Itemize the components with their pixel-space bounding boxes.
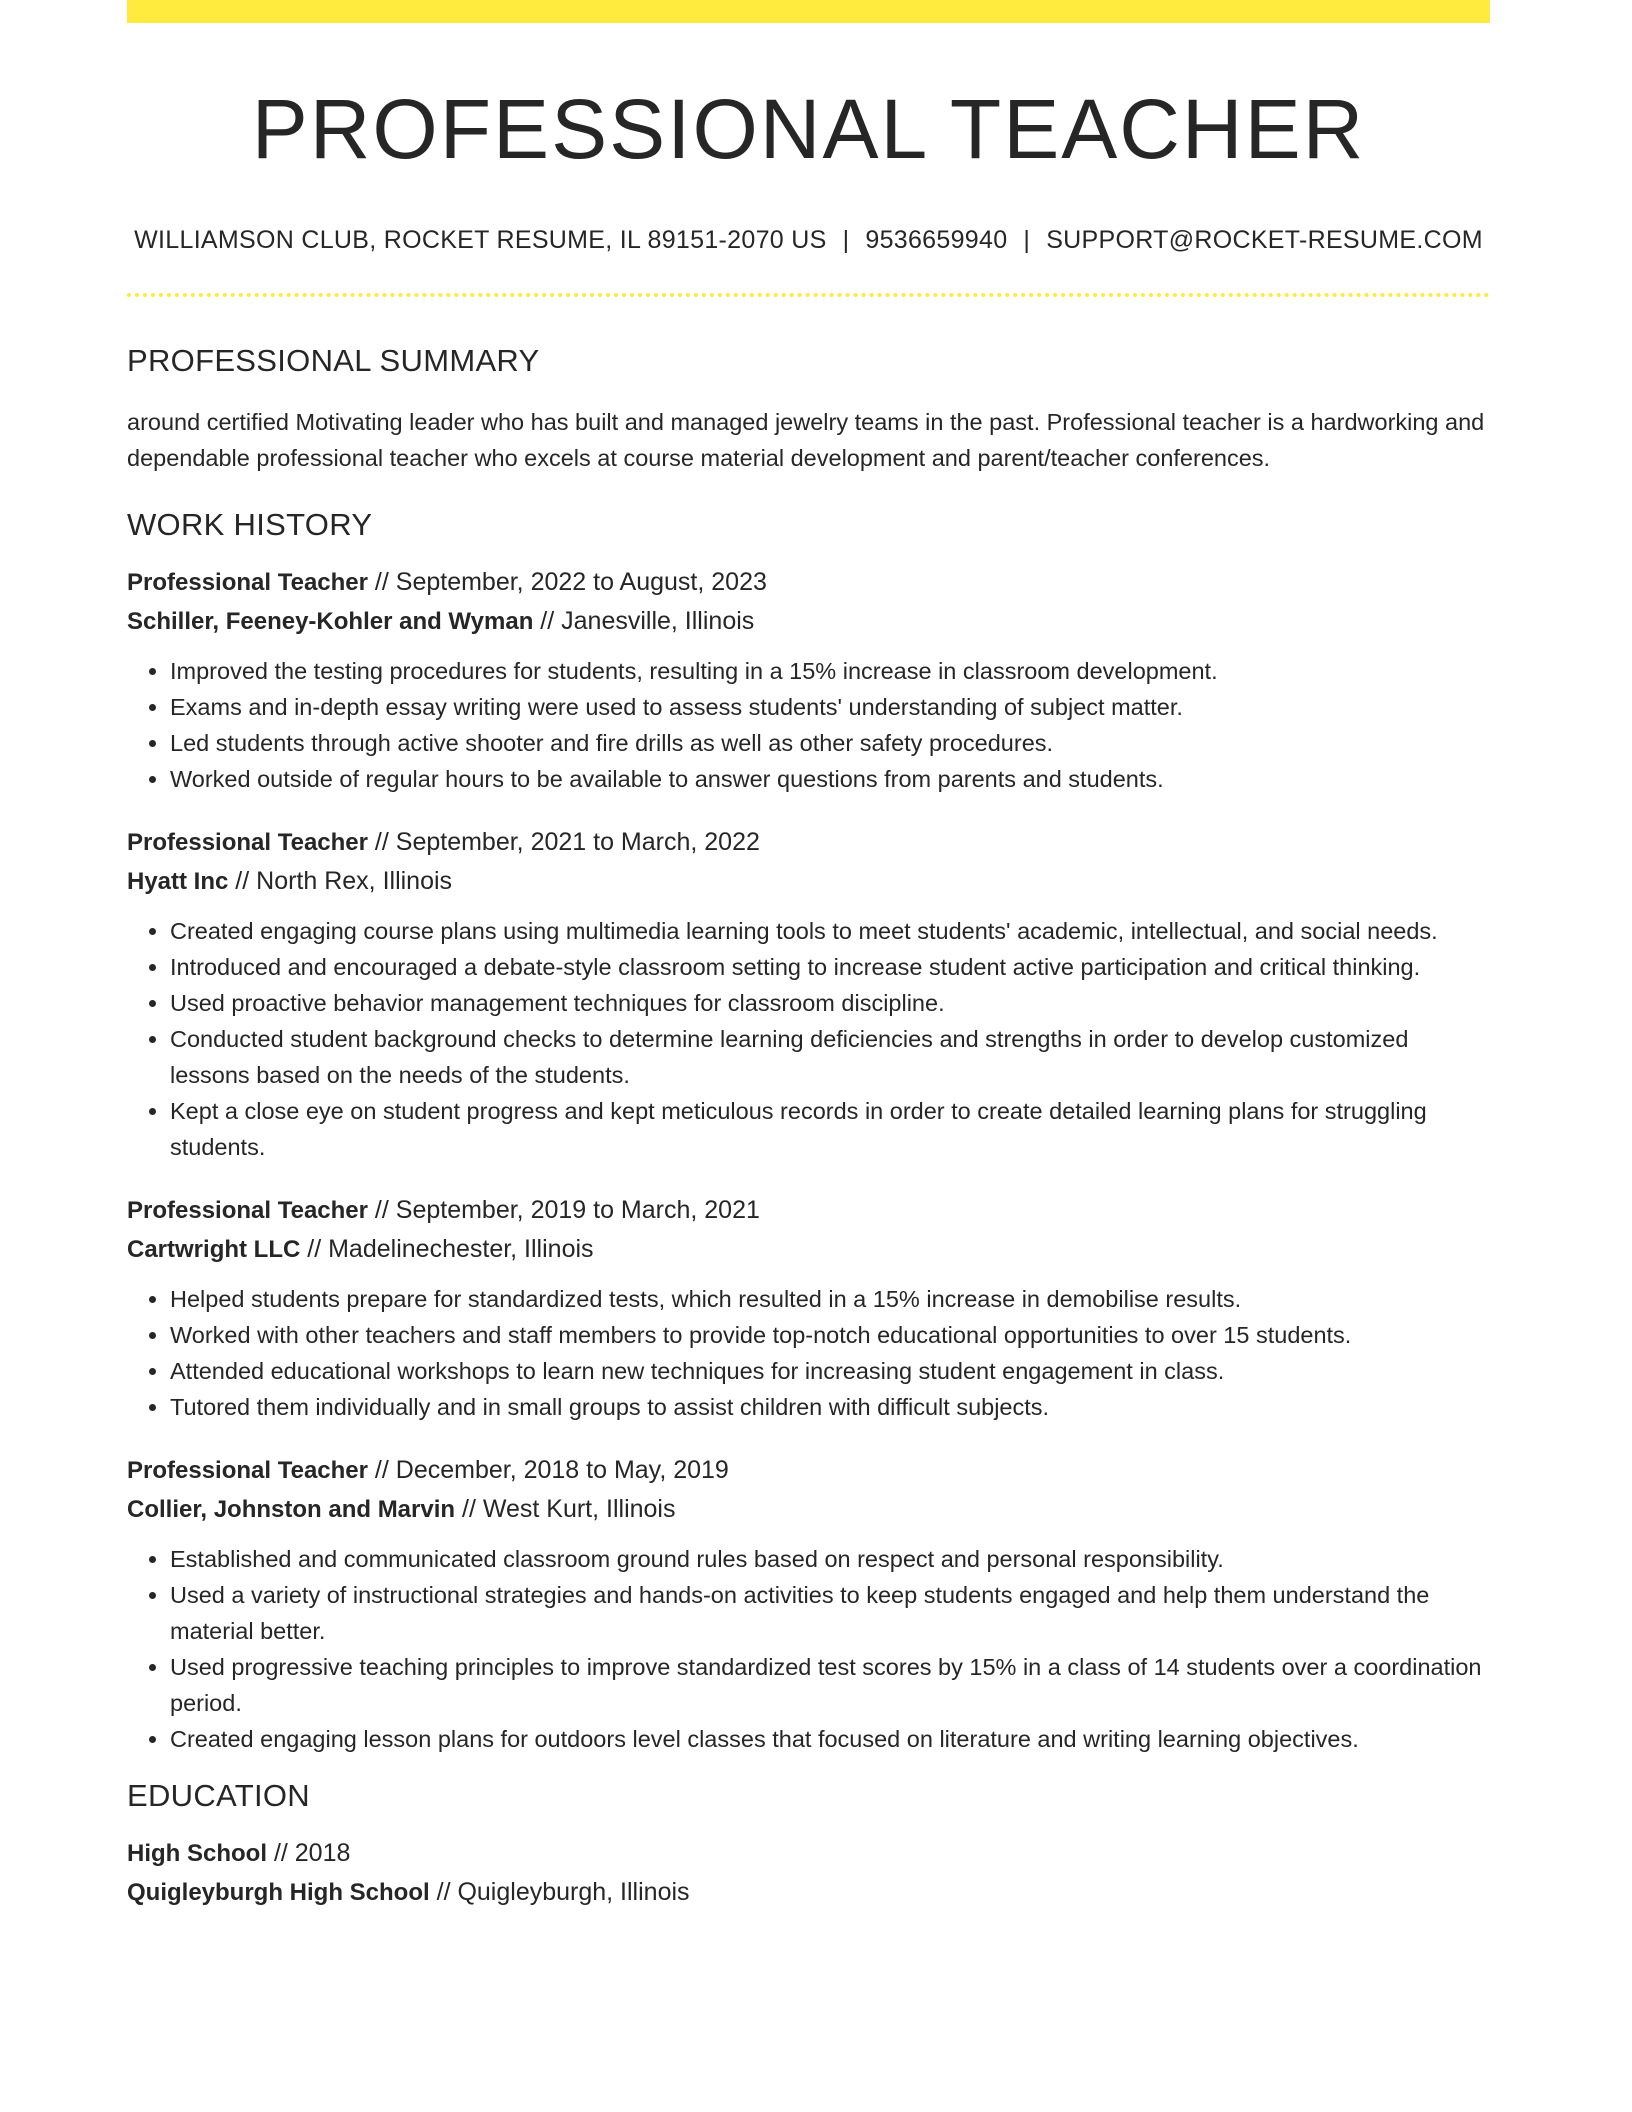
job-bullet: • Improved the testing procedures for students, resulting in a 15% increase in classroom development.	[170, 653, 1490, 689]
job-bullet: • Exams and in-depth essay writing were used to assess students' understanding of subject matter.	[170, 689, 1490, 725]
section-title-work-history: WORK HISTORY	[127, 506, 373, 542]
job-company: Schiller, Feeney-Kohler and Wyman	[127, 607, 534, 635]
job-bullet: • Established and communicated classroom ground rules based on respect and personal responsibility.	[170, 1541, 1490, 1577]
education-school: Quigleyburgh High School	[127, 1878, 430, 1906]
job-company: Cartwright LLC	[127, 1235, 301, 1263]
job-company-line	[127, 862, 1490, 901]
job-bullet: • Used progressive teaching principles to improve standardized test scores by 15% in a class of 14 students over a coordination period.	[170, 1649, 1490, 1721]
education-entry	[127, 1834, 1490, 1912]
job-bullet: • Attended educational workshops to learn new techniques for increasing student engagement in class.	[170, 1353, 1490, 1389]
contact-email: SUPPORT@ROCKET-RESUME.COM	[1046, 226, 1483, 255]
contact-phone: 9536659940	[865, 226, 1008, 255]
job-bullet: • Worked outside of regular hours to be available to answer questions from parents and students.	[170, 761, 1490, 797]
contact-line	[127, 225, 1490, 255]
job-role: Professional Teacher	[127, 1196, 368, 1224]
job-role-line	[127, 823, 1490, 862]
job-company: Collier, Johnston and Marvin	[127, 1495, 456, 1523]
job-role-line	[127, 1451, 1490, 1490]
accent-top-bar	[127, 0, 1490, 23]
job-entry	[127, 563, 1490, 797]
job-bullets	[127, 1281, 1490, 1425]
job-bullets	[127, 653, 1490, 797]
job-role-line	[127, 1191, 1490, 1230]
education-year: // 2018	[267, 1838, 351, 1867]
section-title-summary: PROFESSIONAL SUMMARY	[127, 343, 540, 379]
job-bullet: • Tutored them individually and in small groups to assist children with difficult subjects.	[170, 1389, 1490, 1425]
education-school-line	[127, 1873, 1490, 1912]
job-dates: // September, 2022 to August, 2023	[367, 567, 767, 596]
job-bullet: • Kept a close eye on student progress and kept meticulous records in order to create detailed learning plans for struggling students.	[170, 1093, 1490, 1165]
job-bullet: • Worked with other teachers and staff members to provide top-notch educational opportunities to over 15 students.	[170, 1317, 1490, 1353]
job-location: // North Rex, Illinois	[228, 866, 453, 895]
job-company-line	[127, 1230, 1490, 1269]
job-bullet: • Helped students prepare for standardized tests, which resulted in a 15% increase in demobilise results.	[170, 1281, 1490, 1317]
job-bullet: • Used a variety of instructional strategies and hands-on activities to keep students engaged and help them understand the material better.	[170, 1577, 1490, 1649]
contact-address: WILLIAMSON CLUB, ROCKET RESUME, IL 89151-2070 US	[134, 226, 827, 255]
job-role: Professional Teacher	[127, 568, 368, 596]
education-degree: High School	[127, 1839, 267, 1867]
job-bullets	[127, 1541, 1490, 1757]
job-bullet: • Conducted student background checks to determine learning deficiencies and strengths in order to develop customized lessons based on the needs of the students.	[170, 1021, 1490, 1093]
job-bullet: • Created engaging lesson plans for outdoors level classes that focused on literature and writing learning objectives.	[170, 1721, 1490, 1757]
job-dates: // September, 2021 to March, 2022	[367, 827, 760, 856]
dotted-divider	[127, 293, 1490, 297]
job-company-line	[127, 1490, 1490, 1529]
job-entry	[127, 823, 1490, 1165]
job-entry	[127, 1451, 1490, 1757]
job-location: // Madelinechester, Illinois	[300, 1234, 594, 1263]
summary-text: around certified Motivating leader who has built and managed jewelry teams in the past. Professional teacher is a hardworking and dependable professional teacher who excels at course material development and parent/teacher conferences.	[127, 408, 1485, 471]
education-degree-line	[127, 1834, 1490, 1873]
contact-separator: |	[1023, 226, 1031, 255]
job-location: // West Kurt, Illinois	[455, 1494, 676, 1523]
job-role-line	[127, 563, 1490, 602]
section-title-education: EDUCATION	[127, 1777, 310, 1813]
job-dates: // September, 2019 to March, 2021	[367, 1195, 760, 1224]
resume-page	[127, 0, 1490, 1912]
job-bullet: • Led students through active shooter and fire drills as well as other safety procedures.	[170, 725, 1490, 761]
job-entry	[127, 1191, 1490, 1425]
job-role: Professional Teacher	[127, 1456, 368, 1484]
job-bullet: • Introduced and encouraged a debate-style classroom setting to increase student active participation and critical thinking.	[170, 949, 1490, 985]
job-bullets	[127, 913, 1490, 1165]
contact-separator: |	[842, 226, 850, 255]
resume-name: PROFESSIONAL TEACHER	[251, 82, 1366, 176]
job-bullet: • Used proactive behavior management techniques for classroom discipline.	[170, 985, 1490, 1021]
job-location: // Janesville, Illinois	[533, 606, 755, 635]
job-bullet: • Created engaging course plans using multimedia learning tools to meet students' academic, intellectual, and social needs.	[170, 913, 1490, 949]
job-company: Hyatt Inc	[127, 867, 229, 895]
job-dates: // December, 2018 to May, 2019	[367, 1455, 729, 1484]
education-location: // Quigleyburgh, Illinois	[429, 1877, 690, 1906]
job-role: Professional Teacher	[127, 828, 368, 856]
job-company-line	[127, 602, 1490, 641]
